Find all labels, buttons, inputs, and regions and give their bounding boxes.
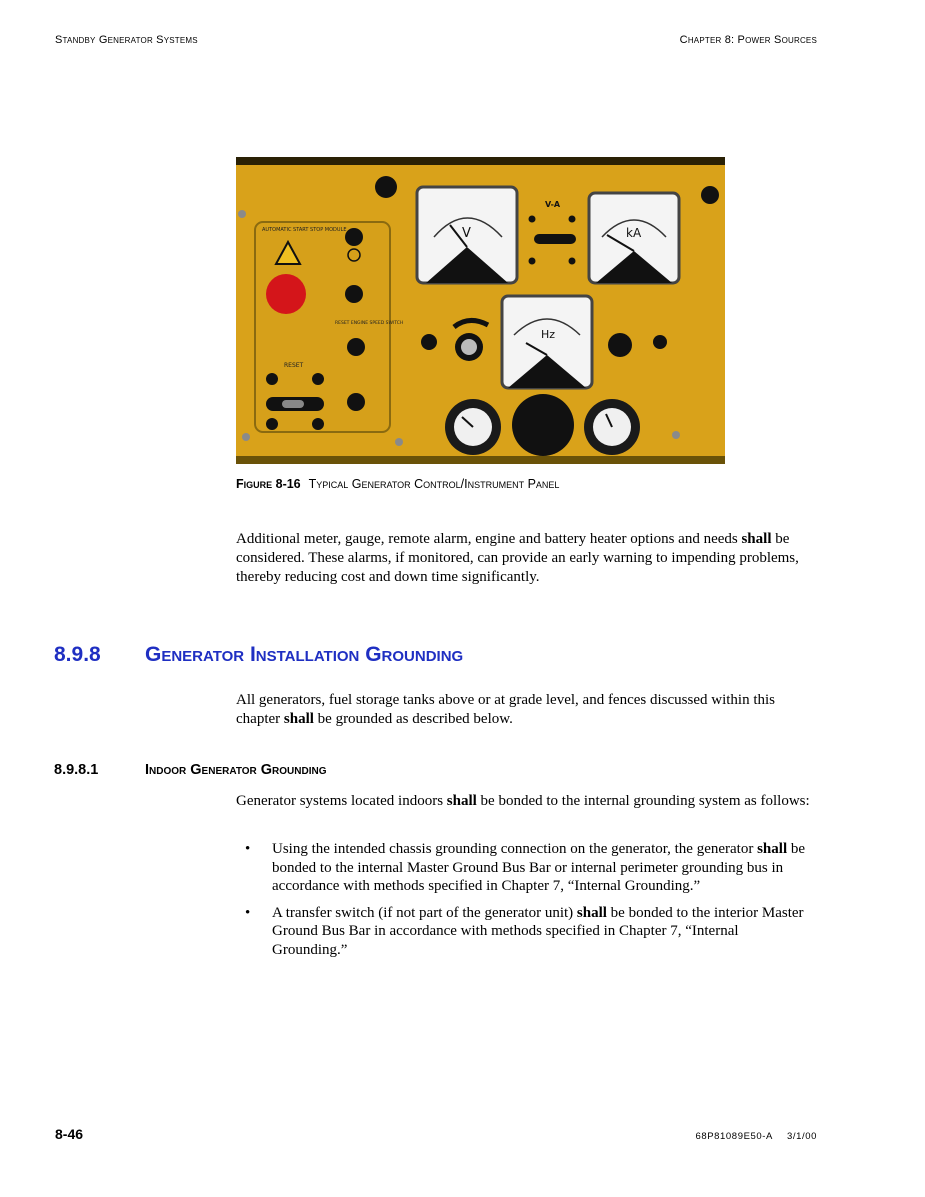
- figure-number: Figure 8-16: [236, 477, 301, 491]
- paragraph-indoor: Generator systems located indoors shall be bonded to the internal grounding system as follows:: [236, 793, 810, 809]
- generator-panel-photo: [236, 157, 725, 464]
- paragraph-grounding: All generators, fuel storage tanks above or at grade level, and fences discussed within this chapter shall be grounded as described below.: [236, 692, 775, 727]
- list-item: • Using the intended chassis grounding connection on the generator, the generator shall be bonded to the internal Master Ground Bus Bar or internal perimeter grounding bus in accordance with methods specified in Chapter 7, “Internal Grounding.”: [245, 841, 806, 894]
- figure-caption: [236, 477, 559, 491]
- voltmeter-unit: V: [462, 226, 471, 241]
- freq-unit: Hz: [541, 328, 556, 341]
- reset-engine-label: RESET ENGINE SPEED SWITCH: [335, 321, 404, 326]
- subsection-heading: [54, 762, 327, 778]
- running-header-right: Chapter 8: Power Sources: [679, 34, 817, 46]
- figure-caption-text: Typical Generator Control/Instrument Panel: [308, 477, 560, 491]
- reset-label: RESET: [284, 362, 304, 369]
- bullet-list: [236, 840, 816, 967]
- emergency-stop-button: [266, 274, 306, 314]
- paragraph-options: Additional meter, gauge, remote alarm, engine and battery heater options and needs shall be considered. These alarms, if monitored, can provide an early warning to impending problems, thereby reducing cost and down time significantly.: [236, 531, 799, 585]
- selector-label: V-A: [545, 200, 561, 209]
- bullet-icon: •: [245, 841, 251, 857]
- doc-date: 3/1/00: [786, 1131, 817, 1142]
- bullet-icon: •: [245, 904, 251, 921]
- list-item: • A transfer switch (if not part of the generator unit) shall be bonded to the interior Master Ground Bus Bar in accordance with methods specified in Chapter 7, “Internal Grounding.”: [245, 904, 804, 958]
- module-label: AUTOMATIC START STOP MODULE: [262, 227, 347, 233]
- section-title: Generator Installation Grounding: [145, 643, 464, 666]
- ammeter-unit: kA: [626, 226, 642, 240]
- page-number: 8-46: [55, 1126, 84, 1142]
- section-number: 8.9.8: [54, 643, 101, 666]
- doc-id: 68P81089E50-A 3/1/00: [695, 1131, 817, 1142]
- running-header-left: Standby Generator Systems: [55, 34, 198, 46]
- section-heading: [54, 643, 463, 667]
- subsection-number: 8.9.8.1: [54, 762, 99, 778]
- subsection-title: Indoor Generator Grounding: [145, 762, 327, 778]
